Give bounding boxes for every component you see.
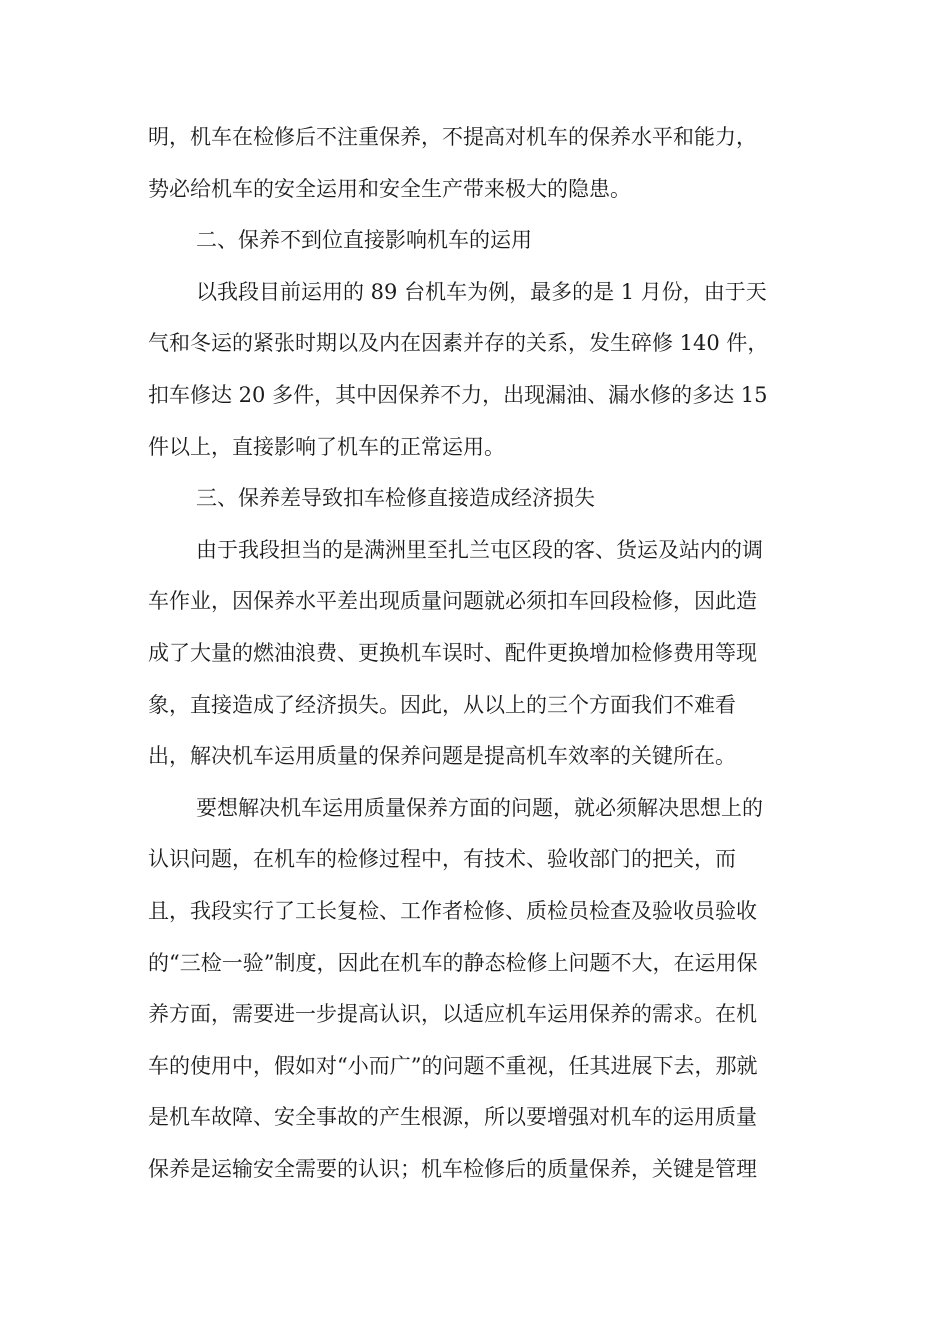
text-line: 明，机车在检修后不注重保养，不提高对机车的保养水平和能力， (148, 125, 757, 149)
text-line: 三、保养差导致扣车检修直接造成经济损失 (196, 486, 595, 511)
text-line: 是机车故障、安全事故的产生根源，所以要增强对机车的运用质量 (148, 1105, 757, 1130)
text-line: 气和冬运的紧张时期以及内在因素并存的关系，发生碎修 140 件， (148, 331, 769, 356)
text-line: 的“三检一验”制度，因此在机车的静态检修上问题不大，在运用保 (148, 950, 758, 975)
text-line: 势必给机车的安全运用和安全生产带来极大的隐患。 (148, 176, 631, 201)
text-line: 二、保养不到位直接影响机车的运用 (196, 228, 532, 253)
text-line: 出，解决机车运用质量的保养问题是提高机车效率的关键所在。 (148, 744, 736, 769)
text-line: 认识问题，在机车的检修过程中，有技术、验收部门的把关，而 (148, 847, 736, 872)
body-text (148, 112, 808, 1195)
text-line: 且，我段实行了工长复检、工作者检修、质检员检查及验收员验收 (148, 898, 757, 923)
text-line: 象，直接造成了经济损失。因此，从以上的三个方面我们不难看 (148, 692, 736, 717)
text-line: 养方面，需要进一步提高认识，以适应机车运用保养的需求。在机 (148, 1002, 757, 1027)
text-line: 由于我段担当的是满洲里至扎兰屯区段的客、货运及站内的调 (196, 537, 763, 562)
text-line: 以我段目前运用的 89 台机车为例，最多的是 1 月份，由于天 (196, 279, 767, 304)
text-line: 保养是运输安全需要的认识；机车检修后的质量保养，关键是管理 (148, 1156, 757, 1181)
text-line: 扣车修达 20 多件，其中因保养不力，出现漏油、漏水修的多达 15 (148, 382, 768, 407)
text-line: 成了大量的燃油浪费、更换机车误时、配件更换增加检修费用等现 (148, 640, 757, 665)
text-line: 车的使用中，假如对“小而广”的问题不重视，任其进展下去，那就 (148, 1053, 758, 1078)
text-line: 要想解决机车运用质量保养方面的问题，就必须解决思想上的 (196, 795, 763, 820)
text-line: 车作业，因保养水平差出现质量问题就必须扣车回段检修，因此造 (148, 589, 757, 614)
text-line: 件以上，直接影响了机车的正常运用。 (148, 434, 505, 459)
